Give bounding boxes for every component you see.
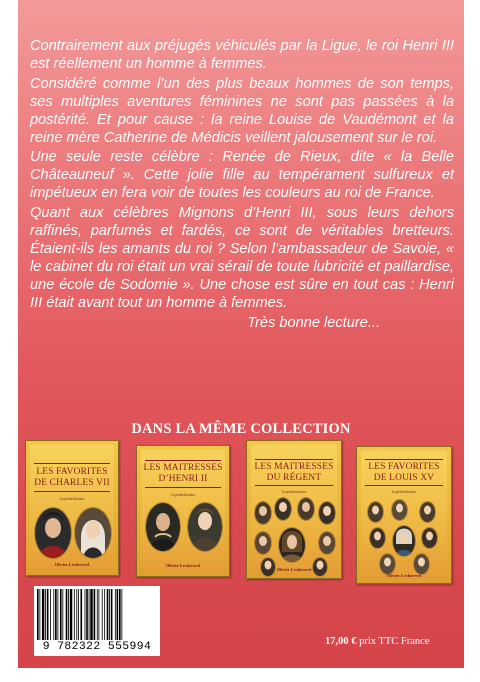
collection-heading: DANS LA MÊME COLLECTION [131, 421, 351, 437]
isbn-barcode [34, 586, 160, 656]
book-title-line-2: DE LOUIS XV [373, 472, 435, 483]
book-title-line-1: LES FAVORITES [36, 467, 108, 477]
book-title-line-2: D’HENRI II [158, 473, 208, 484]
book-author: Olivier Lecherevel [386, 573, 422, 578]
portrait-icon [254, 531, 272, 555]
portrait-icon [391, 499, 408, 521]
portrait-icon [187, 502, 223, 552]
book-title-line-2: DE CHARLES VII [34, 477, 110, 488]
blurb-paragraph-3: Une seule reste célèbre : Renée de Rieux, dite « la Belle Châteauneuf ». Cette jolie fille au tempérament sulfureux et impétueux en fera voir de toutes les couleurs au roi de France. [30, 149, 454, 202]
book-title-line-2: DU RÉGENT [266, 472, 322, 483]
book-cover-maitresses-henri-ii [136, 445, 230, 577]
book-author: Olivier Lecherevel [165, 563, 201, 568]
portrait-icon [254, 501, 272, 525]
portrait-icon [145, 502, 181, 552]
book-cover-favorites-charles-vii [25, 440, 119, 576]
book-cover-favorites-louis-xv [356, 446, 452, 584]
book-tagline: La petite histoire [170, 493, 196, 497]
portrait-icon [274, 497, 292, 521]
price-tax-note: prix TTC France [359, 636, 430, 647]
back-cover-blurb [30, 38, 454, 335]
book-title-line-1: LES FAVORITES [368, 462, 440, 472]
portrait-icon [74, 507, 112, 559]
isbn-number: 9 782322 555994 [42, 641, 152, 653]
blurb-paragraph-2: Considéré comme l’un des plus beaux hommes de son temps, ses multiples aventures féminines ne sont pas passées à la postérité. Et pour cause : la reine Louise de Vaudémont et la reine mère Catherine de Médicis veillent jalousement sur le roi. [30, 75, 454, 146]
portrait-icon [318, 501, 336, 525]
portrait-icon [413, 553, 430, 575]
portrait-icon [392, 525, 416, 557]
book-title-line-1: LES MAITRESSES [143, 463, 223, 473]
barcode-bars-icon [37, 589, 157, 640]
blurb-paragraph-4: Quant aux célèbres Mignons d’Henri III, sous leurs dehors raffinés, parfumés et fardés, ce sont de véritables bretteurs. Étaient-ils les amants du roi ? Selon l’ambassadeur de Savoie, « le cabinet du roi était un vrai sérail de toute lubricité et paillardise, une école de Sodomie ». Une chose est sûre en tout cas : Henri III était avant tout un homme à femmes. [30, 205, 454, 311]
book-tagline: La petite histoire [391, 490, 417, 494]
book-tagline: La petite histoire [281, 490, 307, 494]
book-author: Olivier Lecherevel [276, 567, 312, 572]
book-author: Olivier Lecherevel [54, 562, 90, 567]
portrait-icon [367, 501, 384, 523]
portrait-icon [318, 531, 336, 555]
book-tagline: La petite histoire [59, 497, 85, 501]
book-cover-maitresses-regent [246, 440, 342, 579]
portrait-icon [278, 527, 306, 563]
portrait-icon [421, 527, 438, 549]
back-cover [18, 0, 464, 668]
book-title-line-1: LES MAITRESSES [254, 462, 334, 472]
portrait-icon [297, 497, 315, 521]
portrait-icon [369, 527, 386, 549]
blurb-paragraph-1: Contrairement aux préjugés véhiculés par la Ligue, le roi Henri III est réellement un homme à femmes. [30, 38, 454, 72]
price-label [325, 636, 430, 647]
blurb-closing: Très bonne lecture... [247, 314, 380, 331]
portrait-icon [34, 507, 72, 559]
portrait-icon [419, 501, 436, 523]
price-amount: 17,00 € [325, 636, 357, 647]
portrait-icon [379, 553, 396, 575]
